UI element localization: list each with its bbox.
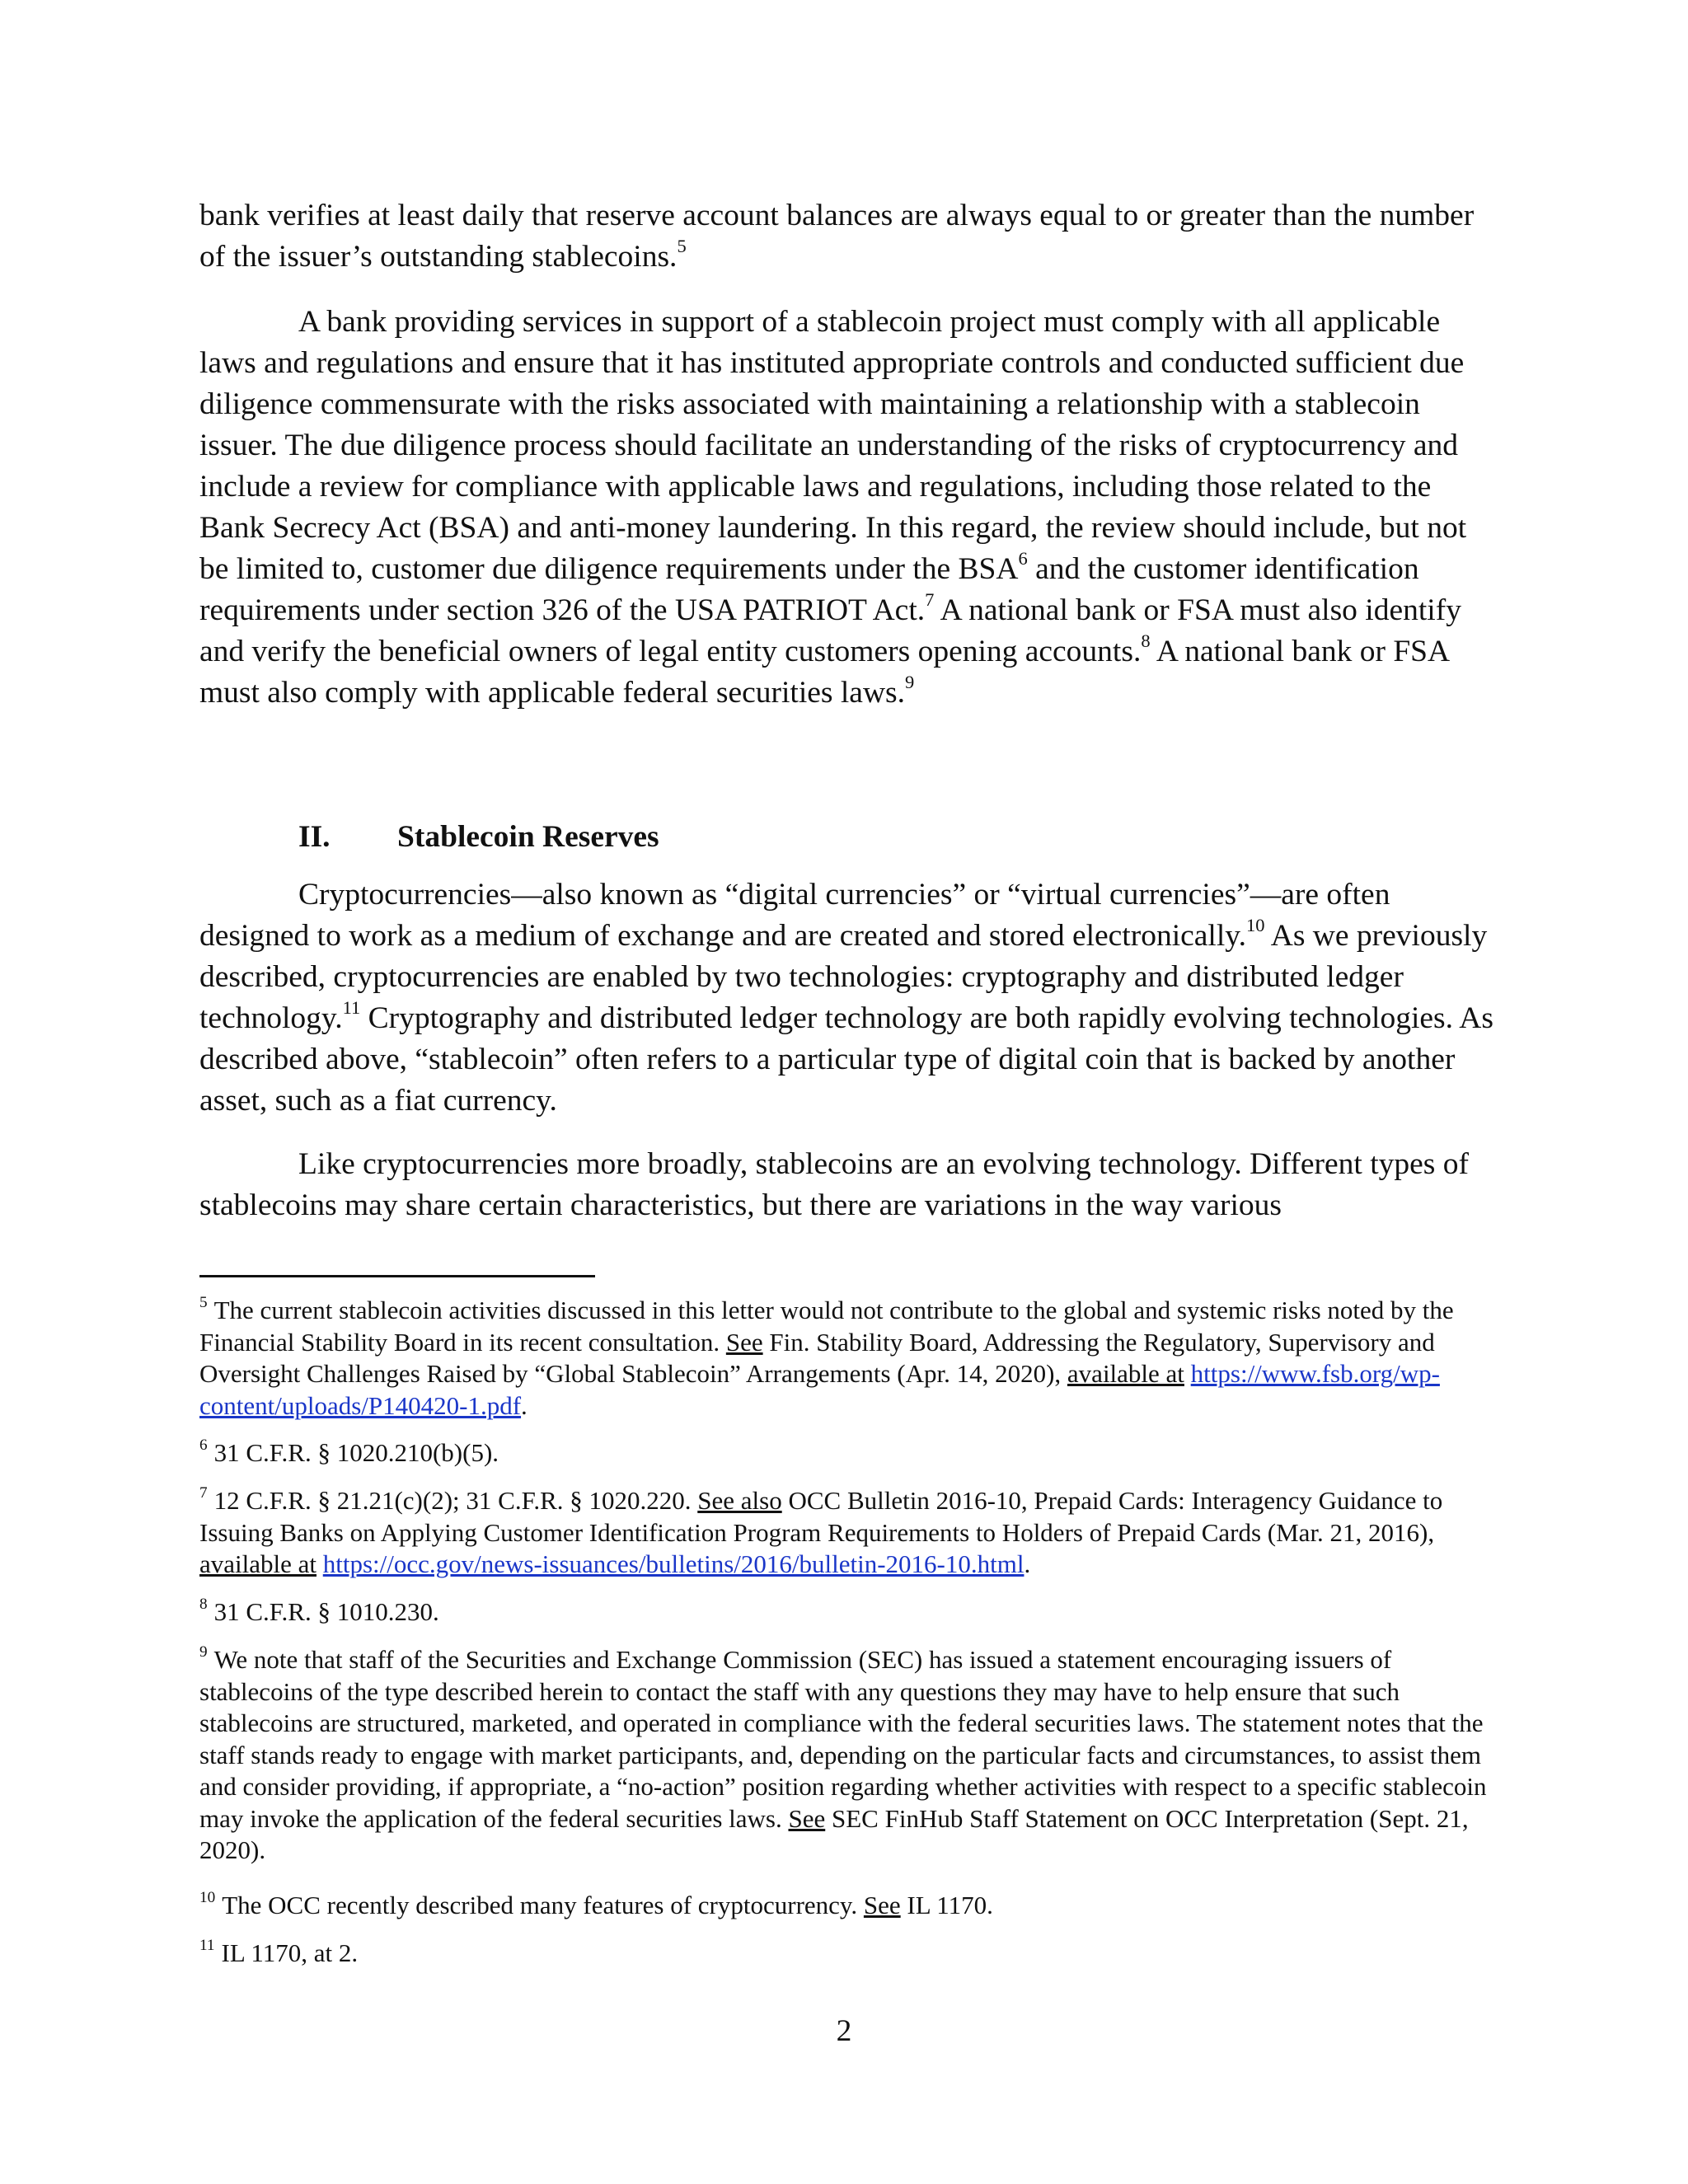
paragraph-text: As we previously described, cryptocurrencies are enabled by two technologies: cryptography and distributed ledger technology. — [199, 919, 1488, 1035]
footnote-5 — [199, 1295, 1493, 1422]
footnote-ref-11[interactable]: 11 — [342, 997, 361, 1019]
section-title: Stablecoin Reserves — [397, 820, 659, 854]
footnote-ref-6[interactable]: 6 — [1018, 548, 1028, 569]
footnote-text: IL 1170. — [900, 1891, 993, 1919]
footnote-text: 31 C.F.R. § 1010.230. — [213, 1597, 439, 1626]
see-signal: See — [788, 1803, 826, 1833]
footnote-mark: 6 — [199, 1436, 208, 1454]
paragraph-text: Cryptography and distributed ledger technology are both rapidly evolving technologies. As described above, “stablecoin” often refers to a particular type of digital coin that is backed by another asset, such as a fiat currency. — [199, 1001, 1493, 1118]
footnote-text: SEC FinHub Staff Statement on OCC Interpretation (Sept. 21, 2020). — [199, 1803, 1469, 1864]
paragraph-text: A national bank or FSA must also identify and verify the beneficial owners of legal entity customers opening accounts. — [199, 593, 1461, 668]
available-at-label: available at — [1067, 1359, 1184, 1388]
footnote-ref-5[interactable]: 5 — [677, 236, 687, 257]
footnote-mark: 5 — [199, 1293, 208, 1311]
footnote-8 — [199, 1596, 1493, 1629]
footnote-ref-8[interactable]: 8 — [1141, 630, 1151, 652]
footnote-mark: 9 — [199, 1643, 208, 1661]
footnote-text: The current stablecoin activities discussed in this letter would not contribute to the global and systemic risks noted by the Financial Stability Board in its recent consultation. — [199, 1296, 1454, 1357]
footnote-9 — [199, 1644, 1493, 1867]
paragraph-text: and the customer identification requirements under section 326 of the USA PATRIOT Act. — [199, 552, 1419, 627]
footnote-ref-7[interactable]: 7 — [925, 589, 935, 611]
footnote-10 — [199, 1890, 1493, 1922]
footnote-text: IL 1170, at 2. — [221, 1938, 359, 1967]
footnote-mark: 8 — [199, 1595, 208, 1613]
footnote-text: . — [521, 1390, 528, 1420]
footnote-text: Fin. Stability Board, Addressing the Regulatory, Supervisory and Oversight Challenges Raised by “Global Stablecoin” Arrangements (Apr. 14, 2020), — [199, 1327, 1435, 1388]
occ-url-link[interactable]: https://occ.gov/news-issuances/bulletins/2016/bulletin-2016-10.html — [322, 1549, 1025, 1578]
see-also-signal: See also — [697, 1486, 782, 1515]
paragraph-text: A bank providing services in support of a stablecoin project must comply with all applicable laws and regulations and ensure that it has instituted appropriate controls and conducted sufficient due diligence commensurate with the risks associated with maintaining a relationship with a stablecoin issuer. The due diligence process should facilitate an understanding of the risks of cryptocurrency and include a review for compliance with applicable laws and regulations, including those related to the Bank Secrecy Act (BSA) and anti-money laundering. In this regard, the review should include, but not be limited to, customer due diligence requirements under the BSA — [199, 305, 1467, 586]
paragraph-text: bank verifies at least daily that reserve account balances are always equal to or greater than the number of the issuer’s outstanding stablecoins. — [199, 199, 1475, 274]
footnote-text — [316, 1549, 323, 1578]
footnote-mark: 7 — [199, 1483, 208, 1502]
footnote-text: 31 C.F.R. § 1020.210(b)(5). — [213, 1438, 499, 1467]
footnote-text: 12 C.F.R. § 21.21(c)(2); 31 C.F.R. § 1020.220. — [213, 1486, 698, 1515]
footnote-mark: 11 — [199, 1936, 215, 1954]
available-at-label: available at — [199, 1549, 316, 1578]
section-number: II. — [298, 820, 331, 854]
footnote-text: We note that staff of the Securities and Exchange Commission (SEC) has issued a statement encouraging issuers of stablecoins of the type described herein to contact the staff with any questions they may have to help ensure that such stablecoins are structured, marketed, and operated in compliance with the federal securities laws. The statement notes that the staff stands ready to engage with market participants, and, depending on the particular facts and circumstances, to assist them and consider providing, if appropriate, a “no-action” position regarding whether activities with respect to a specific stablecoin may invoke the application of the federal securities laws. — [199, 1645, 1487, 1833]
paragraph-text: Cryptocurrencies—also known as “digital currencies” or “virtual currencies”—are often designed to work as a medium of exchange and are created and stored electronically. — [199, 878, 1390, 953]
see-signal: See — [725, 1327, 763, 1357]
fsb-url-link[interactable]: https://www.fsb.org/wp-content/uploads/P140420-1.pdf — [199, 1359, 1440, 1420]
paragraph-text: A national bank or FSA must also comply with applicable federal securities laws. — [199, 635, 1449, 710]
footnote-6 — [199, 1437, 1493, 1469]
footnote-mark: 10 — [199, 1888, 216, 1906]
paragraph-text: Like cryptocurrencies more broadly, stablecoins are an evolving technology. Different types of stablecoins may share certain characteristics, but there are variations in the way various — [199, 1147, 1469, 1222]
footnote-text — [1184, 1359, 1191, 1388]
paragraph-reserve-verification — [199, 195, 1493, 278]
footnote-text: The OCC recently described many features of cryptocurrency. — [222, 1891, 864, 1919]
footnote-ref-9[interactable]: 9 — [905, 672, 915, 693]
footnote-11 — [199, 1938, 1493, 1970]
footnote-text: . — [1024, 1549, 1031, 1578]
page-number: 2 — [836, 2014, 852, 2048]
footnote-separator — [199, 1275, 595, 1277]
see-signal: See — [863, 1891, 901, 1919]
paragraph-compliance — [199, 302, 1493, 714]
footnote-text: OCC Bulletin 2016-10, Prepaid Cards: Interagency Guidance to Issuing Banks on Applying Customer Identification Program Requirements to Holders of Prepaid Cards (Mar. 21, 2016), — [199, 1486, 1443, 1547]
footnote-ref-10[interactable]: 10 — [1245, 915, 1265, 936]
section-heading — [298, 817, 659, 858]
footnote-7 — [199, 1485, 1493, 1581]
paragraph-cryptocurrencies — [199, 874, 1493, 1122]
paragraph-evolving-technology — [199, 1144, 1493, 1226]
